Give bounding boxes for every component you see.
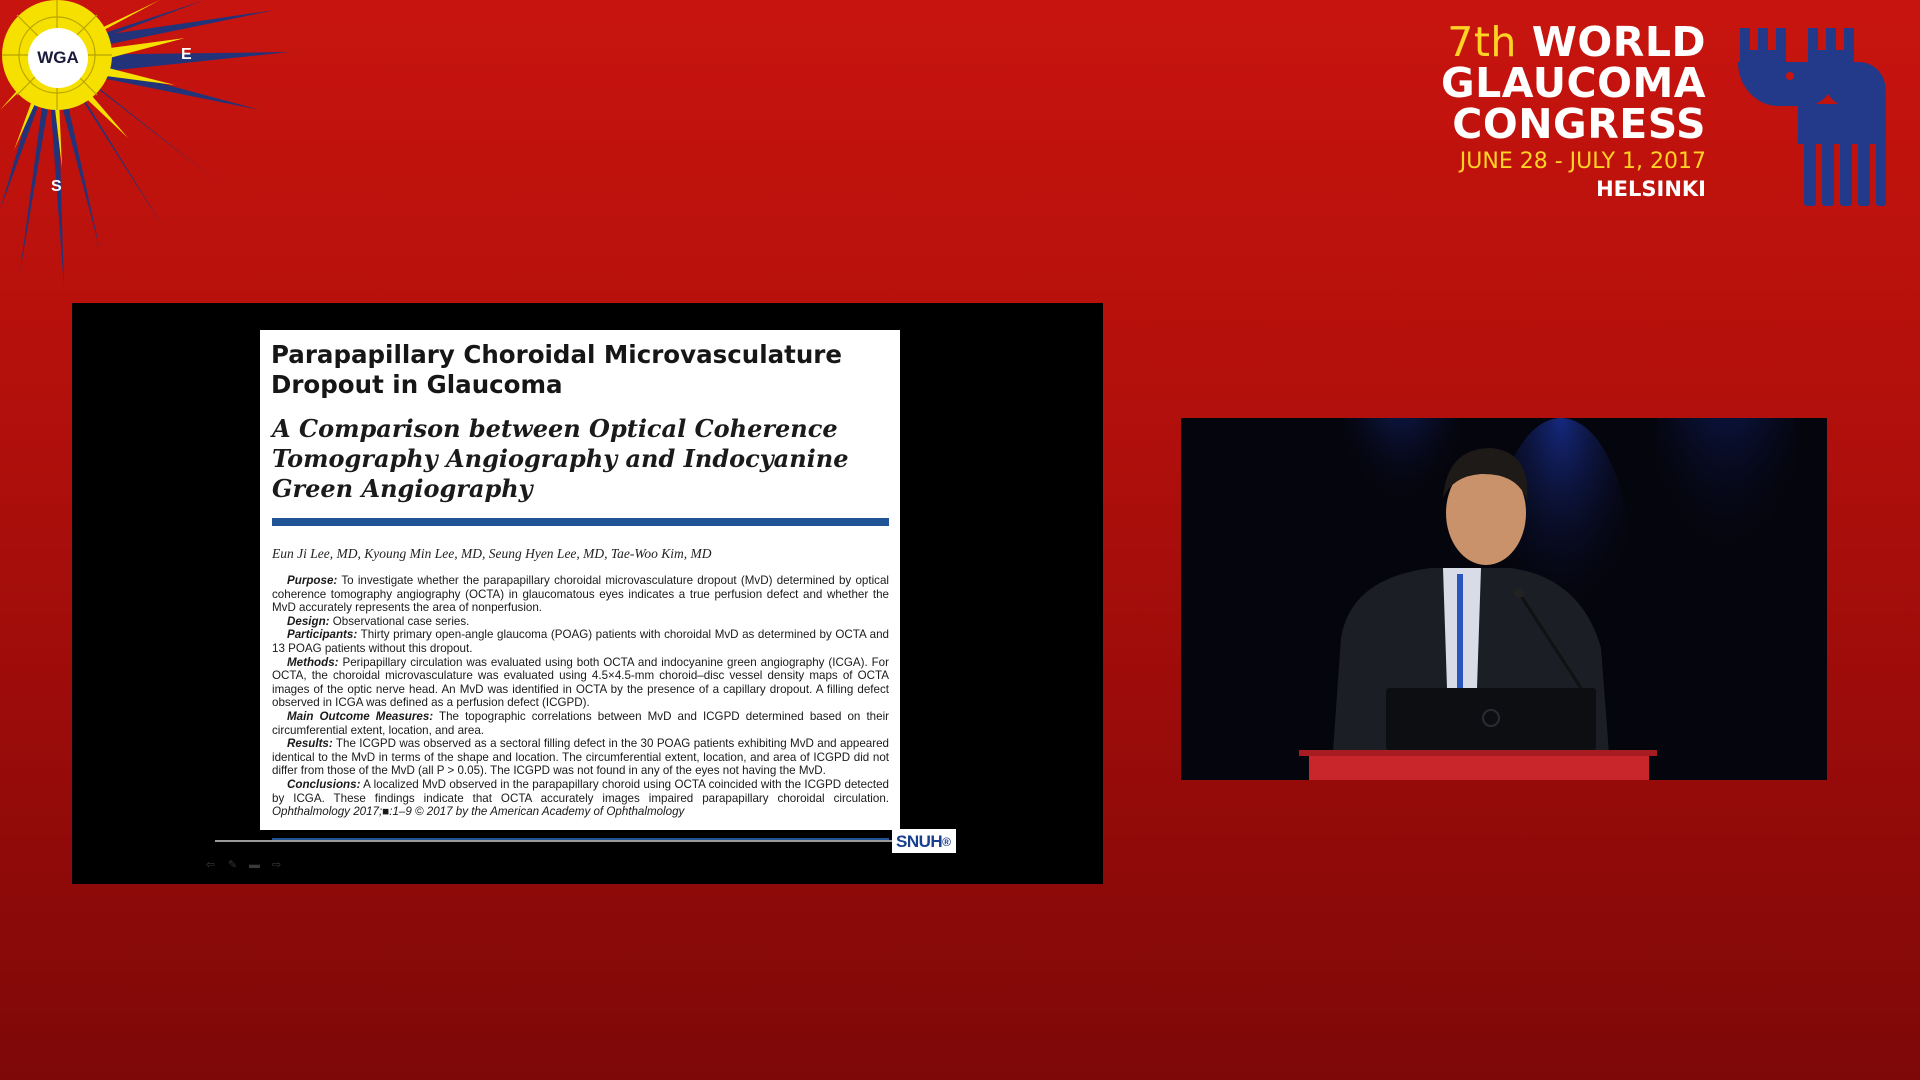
abstract-participants-text: Thirty primary open-angle glaucoma (POAG) patients with choroidal MvD as determined by OCTA and 13 POAG patients without this dropout. (272, 628, 889, 655)
abstract-participants-label: Participants: (287, 628, 358, 642)
moose-logo-icon (1738, 24, 1888, 206)
paper-title: Parapapillary Choroidal Microvasculature Dropout in Glaucoma (271, 340, 842, 399)
paper-abstract (272, 574, 889, 819)
slide-divider (215, 840, 897, 842)
abstract-outcome-text: The topographic correlations between MvD and ICGPD determined based on their circumferential extent, location, and area. (272, 709, 890, 737)
menu-icon[interactable]: ▬ (249, 859, 260, 871)
abstract-purpose-text: To investigate whether the parapapillary choroidal microvasculature dropout (MvD) determined by optical coherence tomography angiography (OCTA) in glaucomatous eyes indicates a true perfusion defect and whether the MvD accurately represents the area of nonperfusion. (272, 574, 889, 615)
abstract-outcome (272, 710, 889, 737)
arrow-right-icon[interactable]: ⇨ (271, 859, 282, 871)
snuh-logo (892, 829, 956, 853)
speaker-video (1181, 418, 1827, 780)
snuh-mark-icon: ® (942, 835, 951, 849)
compass-east-label: E (181, 46, 192, 63)
congress-title-line3: CONGRESS (1452, 100, 1706, 148)
paper-authors: Eun Ji Lee, MD, Kyoung Min Lee, MD, Seung Hyen Lee, MD, Tae-Woo Kim, MD (272, 546, 712, 561)
abstract-methods-text: Peripapillary circulation was evaluated using both OCTA and indocyanine green angiography (ICGA). For OCTA, the choroidal microvasculature was evaluated using 4.5×4.5-mm choroid–disc vessel density maps of OCTA images of the optic nerve head. An MvD was identified in OCTA by the presence of a capillary dropout. A filling defect observed in ICGA was defined as a perfusion defect (ICGPD). (272, 655, 889, 710)
wga-logo (0, 0, 300, 300)
abstract-participants (272, 628, 889, 655)
abstract-design-text: Observational case series. (332, 614, 470, 628)
snuh-logo-text: SNUH (896, 832, 943, 851)
compass-south-label: S (51, 178, 62, 195)
abstract-methods (272, 656, 889, 710)
congress-word-world: WORLD (1531, 18, 1706, 66)
abstract-design (272, 615, 889, 629)
congress-title-line1 (1441, 18, 1706, 66)
pen-icon[interactable]: ✎ (227, 859, 238, 871)
congress-title (1440, 18, 1706, 201)
abstract-results-label: Results: (287, 737, 333, 751)
arrow-left-icon[interactable]: ⇦ (205, 859, 216, 871)
abstract-conclusions (272, 778, 889, 819)
abstract-purpose-label: Purpose: (287, 574, 338, 587)
abstract-conclusions-text: A localized MvD observed in the parapapillary choroid using OCTA coincided with the ICGPD detected by ICGA. These findings indicate that OCTA accurately images impaired parapapillary choroidal circulation. (272, 777, 889, 805)
podium (1309, 753, 1649, 780)
abstract-results-text: The ICGPD was observed as a sectoral filling defect in the 30 POAG patients exhibiting MvD and appeared identical to the MvD in terms of the shape and location. The circumferential extent, location, and area of ICGPD did not differ from those of the MvD (all P > 0.05). The ICGPD was not found in any of the eyes not having the MvD. (272, 737, 889, 778)
congress-city: HELSINKI (1596, 177, 1706, 201)
abstract-citation: Ophthalmology 2017;■:1–9 © 2017 by the American Academy of Ophthalmology (272, 805, 685, 819)
abstract-methods-label: Methods: (287, 655, 339, 669)
paper-subtitle: A Comparison between Optical Coherence Tomography Angiography and Indocyanine Green Angiography (272, 414, 849, 503)
laptop (1386, 688, 1596, 750)
slide-controls (203, 859, 284, 872)
abstract-results (272, 737, 889, 778)
abstract-design-label: Design: (287, 614, 330, 628)
congress-title-line2: GLAUCOMA (1440, 59, 1706, 107)
abstract-outcome-label: Main Outcome Measures: (287, 709, 434, 723)
paper-page (260, 330, 900, 830)
abstract-conclusions-label: Conclusions: (287, 777, 361, 791)
wga-badge: WGA (28, 28, 88, 88)
presentation-slide (72, 303, 1103, 884)
paper-title-rule (272, 518, 889, 526)
abstract-purpose (272, 574, 889, 615)
congress-edition: 7th (1447, 18, 1517, 66)
congress-dates: JUNE 28 - JULY 1, 2017 (1459, 149, 1706, 174)
speaker-video-frame (1181, 418, 1827, 780)
